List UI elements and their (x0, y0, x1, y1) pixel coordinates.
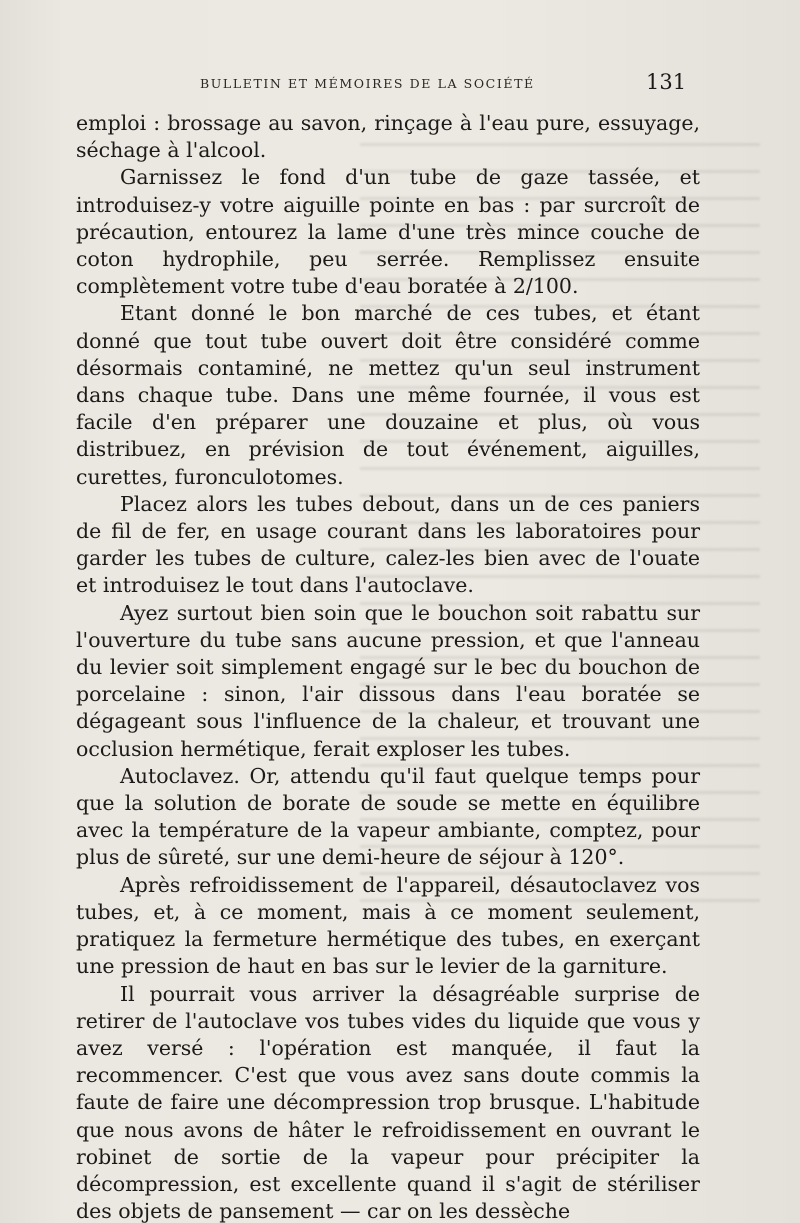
body-text (76, 110, 700, 1223)
paragraph: Etant donné le bon marché de ces tubes, et étant donné que tout tube ouvert doit être considéré comme désormais contaminé, ne mettez qu'un seul instrument dans chaque tube. Dans une même fournée, il vous est facile d'en préparer une douzaine et plus, où vous distribuez, en prévision de tout événement, aiguilles, curettes, furonculotomes. (76, 301, 700, 489)
paragraph: Ayez surtout bien soin que le bouchon soit rabattu sur l'ouverture du tube sans aucune pression, et que l'anneau du levier soit simplement engagé sur le bec du bouchon de porcelaine : sinon, l'air dissous dans l'eau boratée se dégageant sous l'influence de la chaleur, et trouvant une occlusion hermétique, ferait exploser les tubes. (76, 600, 700, 761)
paragraph: Autoclavez. Or, attendu qu'il faut quelque temps pour que la solution de borate de soude se mette en équilibre avec la température de la vapeur ambiante, comptez, pour plus de sûreté, sur une demi-heure de séjour à 120°. (76, 763, 700, 870)
paragraph: Après refroidissement de l'appareil, désautoclavez vos tubes, et, à ce moment, mais à ce moment seulement, pratiquez la fermeture hermétique des tubes, en exerçant une pression de haut en bas sur le levier de la garniture. (76, 872, 700, 979)
paragraph: Garnissez le fond d'un tube de gaze tassée, et introduisez-y votre aiguille pointe en bas : par surcroît de précaution, entourez la lame d'une très mince couche de coton hydrophile, peu serrée. Remplissez ensuite complètement votre tube d'eau boratée à 2/100. (76, 165, 700, 299)
running-title: BULLETIN ET MÉMOIRES DE LA SOCIÉTÉ (200, 76, 535, 91)
paragraph: emploi : brossage au savon, rinçage à l'eau pure, essuyage, séchage à l'alcool. (76, 111, 700, 163)
paragraph: Placez alors les tubes debout, dans un de ces paniers de fil de fer, en usage courant dans les laboratoires pour garder les tubes de culture, calez-les bien avec de l'ouate et introduisez le tout dans l'autoclave. (76, 491, 700, 598)
running-head (0, 68, 800, 98)
page-number: 131 (646, 70, 687, 94)
paragraph: Il pourrait vous arriver la désagréable surprise de retirer de l'autoclave vos tubes vides du liquide que vous y avez versé : l'opération est manquée, il faut la recommencer. C'est que vous avez sans doute commis la faute de faire une décompression trop brusque. L'habitude que nous avons de hâter le refroidissement en ouvrant le robinet de sortie de la vapeur pour précipiter la décompression, est excellente quand il s'agit de stériliser des objets de pansement — car on les dessèche (76, 981, 700, 1223)
